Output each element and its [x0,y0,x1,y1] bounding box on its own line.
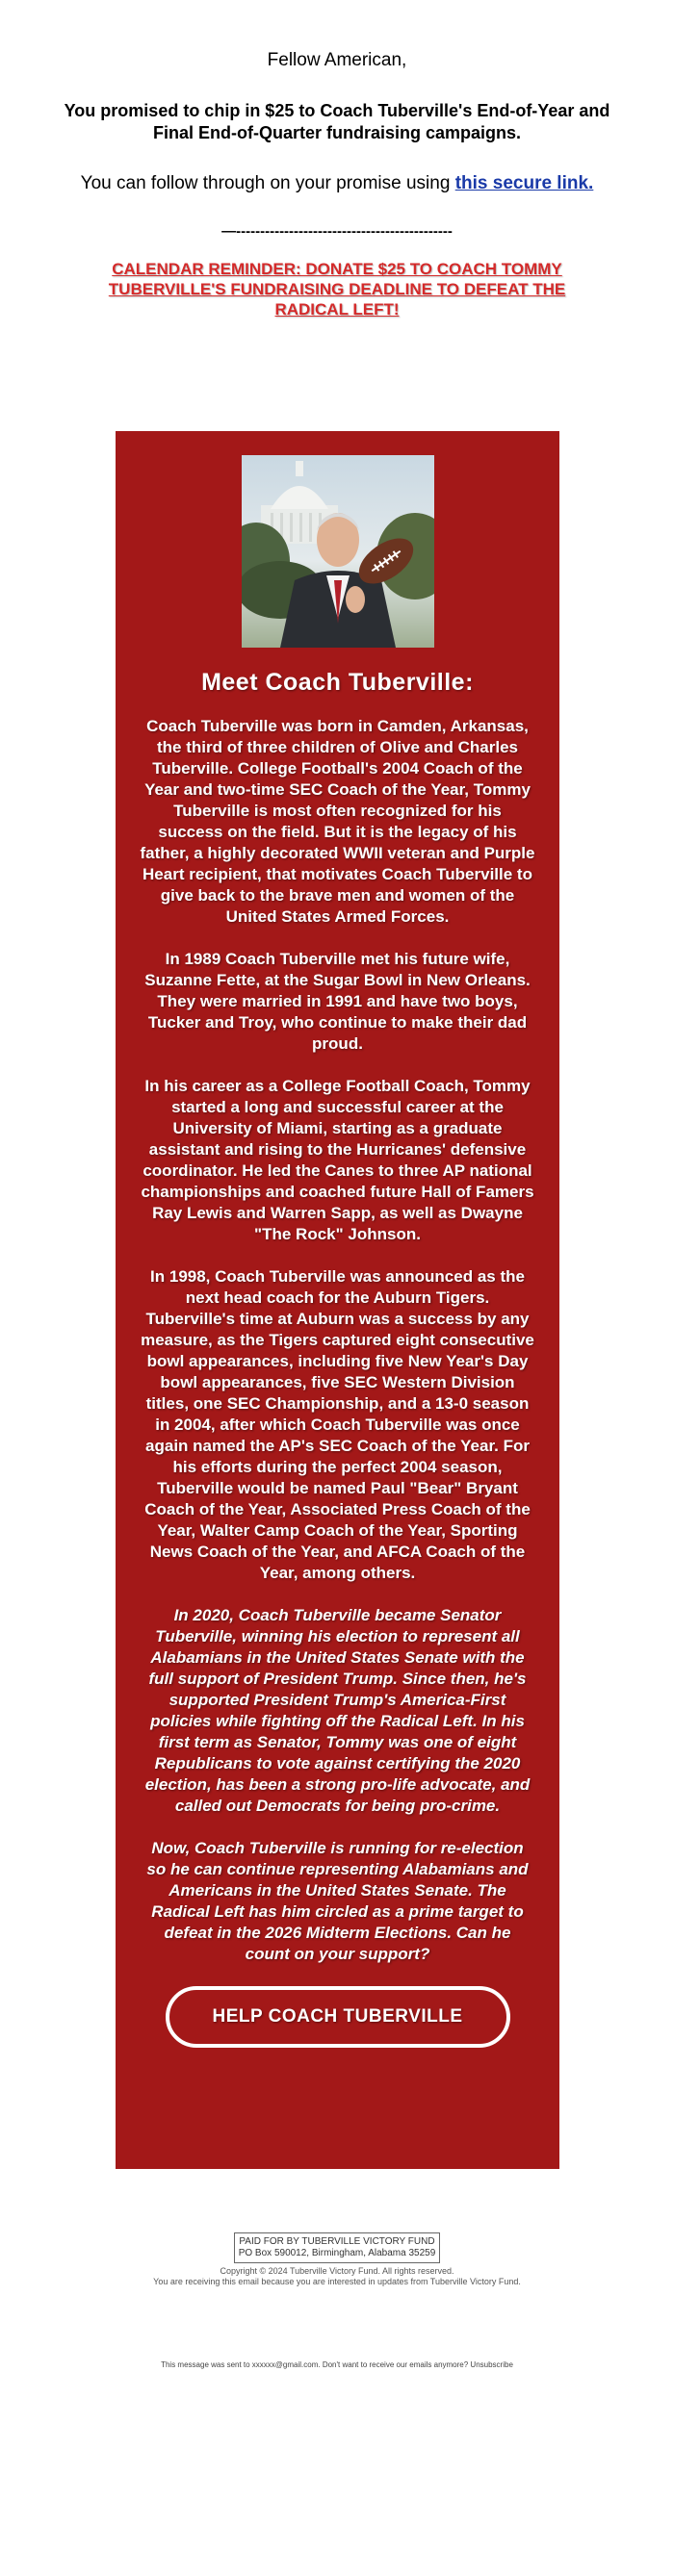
bio-paragraph-reelection: Now, Coach Tuberville is running for re-election so he can continue representing Alabamians and Americans in the United States Senate. The Radical Left has him circled as a prime target to defeat in the 2026 Midterm Elections. Can he count on your support? [146,1839,529,1963]
bio-paragraph-family: In 1989 Coach Tuberville met his future wife, Suzanne Fette, at the Sugar Bowl in New Orleans. They were married in 1991 and have two boys, Tucker and Troy, who continue to make their dad proud. [144,950,531,1053]
greeting: Fellow American, [267,50,407,70]
sent-to-line [0,2360,674,2369]
po-box-line: PO Box 590012, Birmingham, Alabama 35259 [238,2248,436,2258]
copyright-line: Copyright © 2024 Tuberville Victory Fund. All rights reserved. [220,2266,454,2276]
follow-through-line [0,173,674,194]
email-header [0,0,674,319]
secure-link[interactable]: this secure link. [454,173,594,193]
bio-paragraph-miami: In his career as a College Football Coach, Tommy started a long and successful career at the University of Miami, starting as a graduate assistant and rising to the Hurricanes' defensive coordinator. He led the Canes to three AP national championships and coached future Hall of Famers Ray Lewis and Warren Sapp, as well as Dwayne "The Rock" Johnson. [141,1077,534,1243]
tuberville-photo[interactable] [242,455,434,648]
unsubscribe-link[interactable]: Unsubscribe [470,2360,513,2369]
bio-paragraph-birth: Coach Tuberville was born in Camden, Arkansas, the third of three children of Olive and Charles Tuberville. College Football's 2004 Coach of the Year and two-time SEC Coach of the Year, Tommy Tuberville is most often recognized for his success on the field. But it is the legacy of his father, a highly decorated WWII veteran and Purple Heart recipient, that motivates Coach Tuberville to give back to the brave men and women of the United States Armed Forces. [140,717,535,926]
follow-prefix: You can follow through on your promise using [80,173,455,193]
sent-to-text: This message was sent to xxxxxx@gmail.com. Don't want to receive our emails anymore? [161,2360,471,2369]
receiving-reason-line: You are receiving this email because you are interested in updates from Tuberville Victory Fund. [153,2277,521,2286]
paid-for-line: PAID FOR BY TUBERVILLE VICTORY FUND [239,2236,435,2247]
paid-for-box [234,2232,441,2263]
bio-paragraph-senate: In 2020, Coach Tuberville became Senator Tuberville, winning his election to represent all Alabamians in the United States Senate with the full support of President Trump. Since then, he's supported President Trump's America-First policies while fighting off the Radical Left. In his first term as Senator, Tommy was one of eight Republicans to vote against certifying the 2020 election, has been a strong pro-life advocate, and called out Democrats for being pro-crime. [144,1606,531,1815]
card-heading: Meet Coach Tuberville: [201,669,474,696]
email-footer [0,2232,674,2287]
bio-paragraph-auburn: In 1998, Coach Tuberville was announced as the next head coach for the Auburn Tigers. Tuberville's time at Auburn was a success by any measure, as the Tigers captured eight consecutive bowl appearances, including five New Year's Day bowl appearances, five SEC Western Division titles, one SEC Championship, and a 13-0 season in 2004, after which Coach Tuberville was once again named the AP's SEC Coach of the Year. For his efforts during the perfect 2004 season, Tuberville would be named Paul "Bear" Bryant Coach of the Year, Associated Press Coach of the Year, Walter Camp Coach of the Year, Sporting News Coach of the Year, and AFCA Coach of the Year, among others. [141,1267,534,1582]
calendar-reminder-link[interactable]: CALENDAR REMINDER: DONATE $25 TO COACH TOMMY TUBERVILLE'S FUNDRAISING DEADLINE TO DEFEAT THE RADICAL LEFT! [108,260,566,319]
bio-card [116,431,559,2169]
help-coach-button[interactable]: HELP COACH TUBERVILLE [166,1986,510,2048]
photo-illustration [242,455,434,648]
divider-line: —--------------------------------------------- [221,223,453,240]
promise-text: You promised to chip in $25 to Coach Tuberville's End-of-Year and Final End-of-Quarter fundraising campaigns. [64,101,610,142]
